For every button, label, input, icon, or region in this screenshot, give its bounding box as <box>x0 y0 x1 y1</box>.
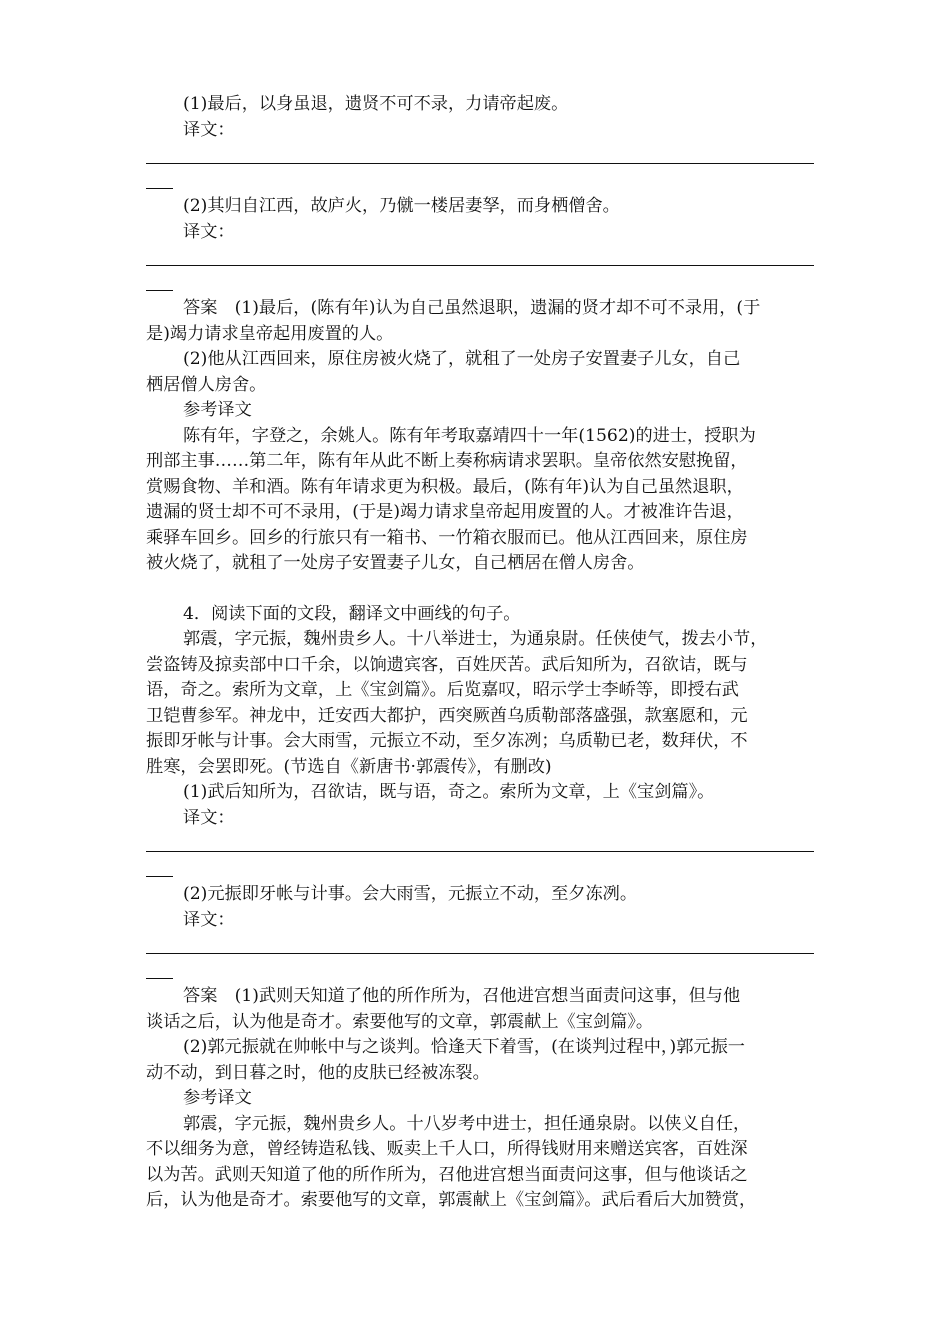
q4-answer-line-2: 谈话之后，认为他是奇才。索要他写的文章，郭震献上《宝剑篇》。 <box>146 1011 654 1032</box>
q3-translation-label-2: 译文： <box>183 221 235 242</box>
q3-reference-line-4: 遗漏的贤士却不可不录用，(于是)竭力请求皇帝起用废置的人。才被准许告退， <box>146 502 744 522</box>
q4-answer-line-1: 答案 (1)武则天知道了他的所作所为，召他进宫想当面责问这事，但与他 <box>183 986 741 1006</box>
q3-answer2-line-1: (2)他从江西回来，原住房被火烧了，就租了一处房子安置妻子儿女，自己 <box>183 349 741 369</box>
q3-reference-line-1: 陈有年，字登之，余姚人。陈有年考取嘉靖四十一年(1562)的进士，授职为 <box>183 425 756 446</box>
q4-reference-line-2: 不以细务为意，曾经铸造私钱、贩卖上千人口，所得钱财用来赠送宾客，百姓深 <box>146 1139 748 1159</box>
q4-answer-blank-1 <box>146 831 814 857</box>
q3-sentence-2: (2)其归自江西，故庐火，乃僦一楼居妻孥，而身栖僧舍。 <box>183 196 620 216</box>
q3-translation-label-1: 译文： <box>183 119 235 140</box>
q3-reference-title: 参考译文 <box>183 400 252 420</box>
q4-answer-blank-1-tail <box>146 857 814 883</box>
q3-answer-blank-1-tail <box>146 169 814 195</box>
q3-reference-line-5: 乘驿车回乡。回乡的行旅只有一箱书、一竹箱衣服而已。他从江西回来，原住房 <box>146 527 748 548</box>
q3-answer-blank-2 <box>146 245 814 271</box>
q4-answer-blank-2-tail <box>146 959 814 985</box>
q4-heading: 4．阅读下面的文段，翻译文中画线的句子。 <box>183 603 521 624</box>
q4-passage-line-6: 胜寒，会罢即死。(节选自《新唐书·郭震传》，有删改) <box>146 756 552 777</box>
q4-reference-line-1: 郭震，字元振，魏州贵乡人。十八岁考中进士，担任通泉尉。以侠义自任， <box>183 1113 751 1134</box>
q3-answer-blank-2-tail <box>146 271 814 297</box>
document-page <box>146 92 814 1214</box>
q4-passage-line-3: 语，奇之。索所为文章，上《宝剑篇》。后览嘉叹，昭示学士李峤等，即授右武 <box>146 680 739 700</box>
q4-reference-line-4: 后，认为他是奇才。索要他写的文章，郭震献上《宝剑篇》。武后看后大加赞赏， <box>146 1190 757 1210</box>
q4-passage-line-4: 卫铠曹参军。神龙中，迁安西大都护，西突厥酋乌质勒部落盛强，款塞愿和，元 <box>146 705 748 726</box>
q3-reference-line-3: 赏赐食物、羊和酒。陈有年请求更为积极。最后，(陈有年)认为自己虽然退职， <box>146 476 744 497</box>
q4-sentence-2: (2)元振即牙帐与计事。会大雨雪，元振立不动，至夕冻冽。 <box>183 884 638 904</box>
q4-reference-line-3: 以为苦。武则天知道了他的所作所为，召他进宫想当面责问这事，但与他谈话之 <box>146 1164 748 1185</box>
q4-passage-line-1: 郭震，字元振，魏州贵乡人。十八举进士，为通泉尉。任侠使气，拨去小节， <box>183 629 768 649</box>
q4-translation-label-2: 译文： <box>183 909 235 930</box>
q3-answer2-line-2: 栖居僧人房舍。 <box>146 374 267 395</box>
q4-passage-line-5: 振即牙帐与计事。会大雨雪，元振立不动，至夕冻冽；乌质勒已老，数拜伏，不 <box>146 731 748 751</box>
q3-answer-line-1: 答案 (1)最后，(陈有年)认为自己虽然退职，遗漏的贤才却不可不录用，(于 <box>183 298 761 318</box>
q3-sentence-1: (1)最后，以身虽退，遗贤不可不录，力请帝起废。 <box>183 94 569 114</box>
q4-passage-line-2: 尝盗铸及掠卖部中口千余，以饷遗宾客，百姓厌苦。武后知所为，召欲诘，既与 <box>146 654 748 675</box>
q3-answer-line-2: 是)竭力请求皇帝起用废置的人。 <box>146 323 394 344</box>
q4-sentence-1: (1)武后知所为，召欲诘，既与语，奇之。索所为文章，上《宝剑篇》。 <box>183 782 715 802</box>
q4-reference-title: 参考译文 <box>183 1088 252 1108</box>
q4-translation-label-1: 译文： <box>183 807 235 828</box>
section-gap <box>146 577 814 602</box>
q3-reference-line-6: 被火烧了，就租了一处房子安置妻子儿女，自己栖居在僧人房舍。 <box>146 553 645 573</box>
q3-answer-blank-1 <box>146 143 814 169</box>
q3-reference-line-2: 刑部主事……第二年，陈有年从此不断上奏称病请求罢职。皇帝依然安慰挽留， <box>146 451 748 471</box>
q4-answer-blank-2 <box>146 933 814 959</box>
q4-answer2-line-1: (2)郭元振就在帅帐中与之谈判。恰逢天下着雪，(在谈判过程中，)郭元振一 <box>183 1037 745 1057</box>
q4-answer2-line-2: 动不动，到日暮之时，他的皮肤已经被冻裂。 <box>146 1062 490 1083</box>
